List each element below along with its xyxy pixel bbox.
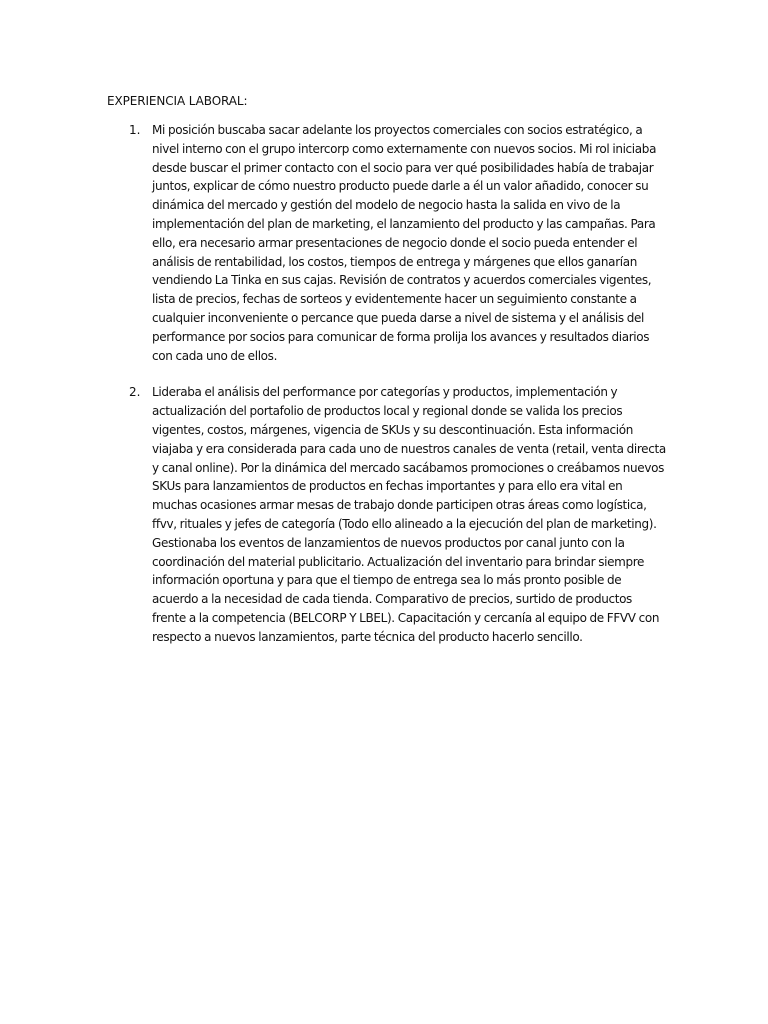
text-line: Mi posición buscaba sacar adelante los proyectos comerciales con socios estratégico, a bbox=[152, 123, 643, 137]
text-line: desde buscar el primer contacto con el socio para ver qué posibilidades había de trabajar bbox=[152, 160, 654, 175]
text-line: cualquier inconveniente o percance que pueda darse a nivel de sistema y el análisis del bbox=[152, 310, 645, 325]
text-line: y canal online). Por la dinámica del mercado sacábamos promociones o creábamos nuevos bbox=[152, 460, 664, 475]
text-line: viajaba y era considerada para cada uno de nuestros canales de venta (retail, venta directa bbox=[152, 441, 666, 456]
text-line: Gestionaba los eventos de lanzamientos de nuevos productos por canal junto con la bbox=[152, 535, 625, 550]
list-item-text bbox=[152, 383, 667, 646]
text-line: muchas ocasiones armar mesas de trabajo donde participen otras áreas como logística, bbox=[152, 498, 647, 513]
text-line: con cada uno de ellos. bbox=[152, 348, 278, 363]
text-line: dinámica del mercado y gestión del modelo de negocio hasta la salida en vivo de la bbox=[152, 198, 621, 213]
text-line: vendiendo La Tinka en sus cajas. Revisión de contratos y acuerdos comerciales vigentes, bbox=[152, 273, 652, 288]
text-line: coordinación del material publicitario. Actualización del inventario para brindar siempre bbox=[152, 554, 645, 569]
text-line: nivel interno con el grupo intercorp como externamente con nuevos socios. Mi rol iniciaba bbox=[152, 141, 657, 156]
list-item-text bbox=[152, 121, 667, 365]
text-line: ffvv, rituales y jefes de categoría (Todo ello alineado a la ejecución del plan de marketing). bbox=[152, 516, 657, 531]
list-item-number: 1. bbox=[129, 123, 141, 137]
text-line: vigentes, costos, márgenes, vigencia de SKUs y su descontinuación. Esta información bbox=[152, 422, 634, 437]
text-line: performance por socios para comunicar de forma prolija los avances y resultados diarios bbox=[152, 329, 650, 344]
text-line: respecto a nuevos lanzamientos, parte técnica del producto hacerlo sencillo. bbox=[152, 629, 583, 644]
text-line: acuerdo a la necesidad de cada tienda. Comparativo de precios, surtido de productos bbox=[152, 592, 632, 607]
text-line: implementación del plan de marketing, el lanzamiento del producto y las campañas. Para bbox=[152, 216, 656, 231]
experience-list bbox=[107, 121, 667, 665]
list-item bbox=[107, 383, 667, 646]
text-line: actualización del portafolio de productos local y regional donde se valida los precios bbox=[152, 404, 623, 419]
text-line: Lideraba el análisis del performance por categorías y productos, implementación y bbox=[152, 385, 618, 400]
text-line: información oportuna y para que el tiempo de entrega sea lo más pronto posible de bbox=[152, 573, 622, 588]
text-line: frente a la competencia (BELCORP Y LBEL). Capacitación y cercanía al equipo de FFVV con bbox=[152, 610, 660, 625]
text-line: juntos, explicar de cómo nuestro producto puede darle a él un valor añadido, conocer su bbox=[152, 179, 649, 194]
list-item-number: 2. bbox=[129, 385, 141, 400]
text-line: análisis de rentabilidad, los costos, tiempos de entrega y márgenes que ellos ganarían bbox=[152, 254, 638, 269]
text-line: SKUs para lanzamientos de productos en fechas importantes y para ello era vital en bbox=[152, 479, 623, 494]
text-line: lista de precios, fechas de sorteos y evidentemente hacer un seguimiento constante a bbox=[152, 292, 637, 307]
list-item bbox=[107, 121, 667, 365]
section-heading: EXPERIENCIA LABORAL: bbox=[107, 94, 248, 108]
text-line: ello, era necesario armar presentaciones de negocio donde el socio pueda entender el bbox=[152, 235, 638, 250]
